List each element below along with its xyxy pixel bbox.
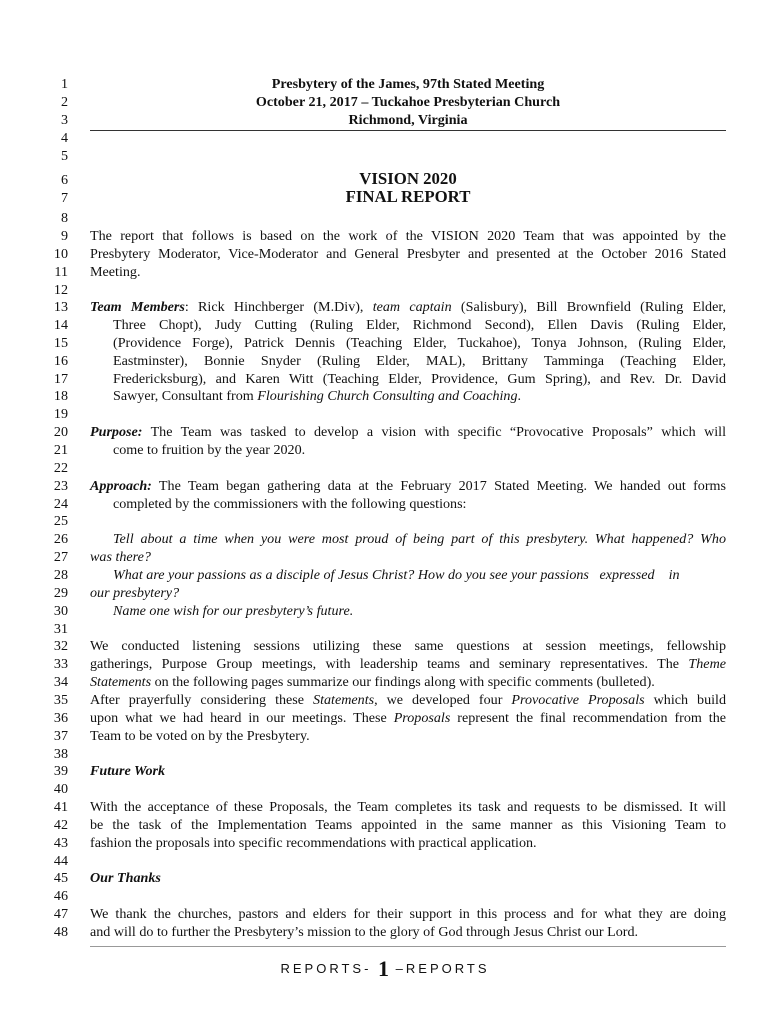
footer-right-label: –REPORTS bbox=[395, 961, 490, 976]
page-footer bbox=[0, 956, 770, 982]
line-number: 48 bbox=[53, 924, 68, 940]
line-number: 31 bbox=[53, 621, 68, 637]
line-number: 39 bbox=[53, 763, 68, 779]
question-line: Name one wish for our presbytery’s future. bbox=[113, 603, 354, 619]
line-number: 17 bbox=[53, 371, 68, 387]
page-number: 1 bbox=[378, 956, 390, 981]
line-number: 40 bbox=[53, 781, 68, 797]
line-number: 19 bbox=[53, 406, 68, 422]
listening-line: gatherings, Purpose Group meetings, with leadership teams and seminary representatives. The Theme bbox=[90, 656, 726, 672]
team-members-line: Team Members: Rick Hinchberger (M.Div), team captain (Salisbury), Bill Brownfield (Ruling Elder, bbox=[90, 299, 726, 315]
purpose-line: come to fruition by the year 2020. bbox=[113, 442, 306, 458]
question-line: What are your passions as a disciple of Jesus Christ? How do you see your passions expressed in bbox=[113, 567, 680, 583]
line-number: 21 bbox=[53, 442, 68, 458]
line-number: 36 bbox=[53, 710, 68, 726]
line-number: 30 bbox=[53, 603, 68, 619]
footer-left-label: REPORTS- bbox=[280, 961, 372, 976]
line-number: 15 bbox=[53, 335, 68, 351]
team-members-line: Eastminster), Bonnie Snyder (Ruling Elder, MAL), Brittany Tamminga (Teaching Elder, bbox=[113, 353, 726, 369]
purpose-label: Purpose: bbox=[90, 424, 143, 440]
intro-line: Meeting. bbox=[90, 264, 141, 280]
line-number: 32 bbox=[53, 638, 68, 654]
header-divider bbox=[90, 130, 726, 131]
line-number: 22 bbox=[53, 460, 68, 476]
approach-line: Approach: The Team began gathering data at the February 2017 Stated Meeting. We handed out forms bbox=[90, 478, 726, 494]
line-number: 23 bbox=[53, 478, 68, 494]
approach-label: Approach: bbox=[90, 478, 152, 494]
listening-line: After prayerfully considering these Statements, we developed four Provocative Proposals which build bbox=[90, 692, 727, 708]
line-number: 8 bbox=[60, 210, 68, 226]
line-number: 45 bbox=[53, 870, 68, 886]
report-title: VISION 2020 bbox=[359, 169, 457, 188]
future-work-line: With the acceptance of these Proposals, the Team completes its task and requests to be dismissed. It will bbox=[90, 799, 726, 815]
team-members-line: (Providence Forge), Patrick Dennis (Teaching Elder, Tuckahoe), Tonya Johnson, (Ruling Elder, bbox=[113, 335, 726, 351]
purpose-line: Purpose: The Team was tasked to develop a vision with specific “Provocative Proposals” which will bbox=[90, 424, 726, 440]
report-subtitle: FINAL REPORT bbox=[345, 187, 471, 206]
line-number: 33 bbox=[53, 656, 68, 672]
line-number: 29 bbox=[53, 585, 68, 601]
meeting-date-place: October 21, 2017 – Tuckahoe Presbyterian Church bbox=[255, 94, 561, 110]
line-number: 34 bbox=[53, 674, 68, 690]
line-number: 24 bbox=[53, 496, 68, 512]
line-number: 12 bbox=[53, 282, 68, 298]
line-number: 25 bbox=[53, 513, 68, 529]
future-work-heading: Future Work bbox=[90, 763, 166, 779]
line-number: 20 bbox=[53, 424, 68, 440]
team-members-line: Fredericksburg), and Karen Witt (Teaching Elder, Providence, Gum Spring), and Rev. Dr. David bbox=[113, 371, 726, 387]
line-number: 1 bbox=[60, 76, 68, 92]
line-number: 27 bbox=[53, 549, 68, 565]
intro-line: The report that follows is based on the work of the VISION 2020 Team that was appointed by the bbox=[90, 228, 726, 244]
line-number: 18 bbox=[53, 388, 68, 404]
footer-divider bbox=[90, 946, 726, 947]
listening-line: Statements on the following pages summarize our findings along with specific comments (bulleted). bbox=[90, 674, 655, 690]
future-work-line: be the task of the Implementation Teams appointed in the same manner as this Visioning Team to bbox=[90, 817, 726, 833]
meeting-city: Richmond, Virginia bbox=[348, 112, 468, 128]
listening-line: We conducted listening sessions utilizing these same questions at session meetings, fellowship bbox=[90, 638, 726, 654]
listening-line: Team to be voted on by the Presbytery. bbox=[90, 728, 310, 744]
line-number: 14 bbox=[53, 317, 68, 333]
thanks-line: We thank the churches, pastors and elders for their support in this process and for what they are doing bbox=[90, 906, 726, 922]
meeting-title: Presbytery of the James, 97th Stated Meeting bbox=[271, 76, 545, 92]
thanks-line: and will do to further the Presbytery’s mission to the glory of God through Jesus Christ our Lord. bbox=[90, 924, 639, 940]
line-number: 41 bbox=[53, 799, 68, 815]
line-number: 43 bbox=[53, 835, 68, 851]
line-number: 26 bbox=[53, 531, 68, 547]
line-number: 16 bbox=[53, 353, 68, 369]
line-number: 44 bbox=[53, 853, 68, 869]
approach-line: completed by the commissioners with the following questions: bbox=[113, 496, 467, 512]
line-number: 3 bbox=[60, 112, 68, 128]
line-number: 4 bbox=[60, 130, 68, 146]
future-work-line: fashion the proposals into specific recommendations with practical application. bbox=[90, 835, 537, 851]
intro-line: Presbytery Moderator, Vice-Moderator and General Presbyter and presented at the October 2016 Stated bbox=[90, 246, 726, 262]
thanks-heading: Our Thanks bbox=[90, 870, 161, 886]
line-number: 37 bbox=[53, 728, 68, 744]
line-number: 9 bbox=[60, 228, 68, 244]
line-number: 6 bbox=[60, 172, 68, 188]
listening-line: upon what we had heard in our meetings. These Proposals represent the final recommendation from the bbox=[90, 710, 726, 726]
question-line: Tell about a time when you were most proud of being part of this presbytery. What happened? Who bbox=[113, 531, 726, 547]
line-number: 11 bbox=[54, 264, 68, 280]
team-members-line: Three Chopt), Judy Cutting (Ruling Elder, Richmond Second), Ellen Davis (Ruling Elder, bbox=[113, 317, 726, 333]
line-number: 38 bbox=[53, 746, 68, 762]
team-members-label: Team Members bbox=[90, 299, 185, 315]
line-number: 35 bbox=[53, 692, 68, 708]
line-number: 13 bbox=[53, 299, 68, 315]
team-members-line: Sawyer, Consultant from Flourishing Church Consulting and Coaching. bbox=[113, 388, 522, 404]
line-number: 46 bbox=[53, 888, 68, 904]
line-number: 2 bbox=[60, 94, 68, 110]
line-number: 42 bbox=[53, 817, 68, 833]
line-number: 47 bbox=[53, 906, 68, 922]
line-number: 5 bbox=[60, 148, 68, 164]
question-line: our presbytery? bbox=[90, 585, 180, 601]
line-number: 10 bbox=[53, 246, 68, 262]
line-number: 28 bbox=[53, 567, 68, 583]
question-line: was there? bbox=[90, 549, 151, 565]
line-number: 7 bbox=[60, 190, 68, 206]
